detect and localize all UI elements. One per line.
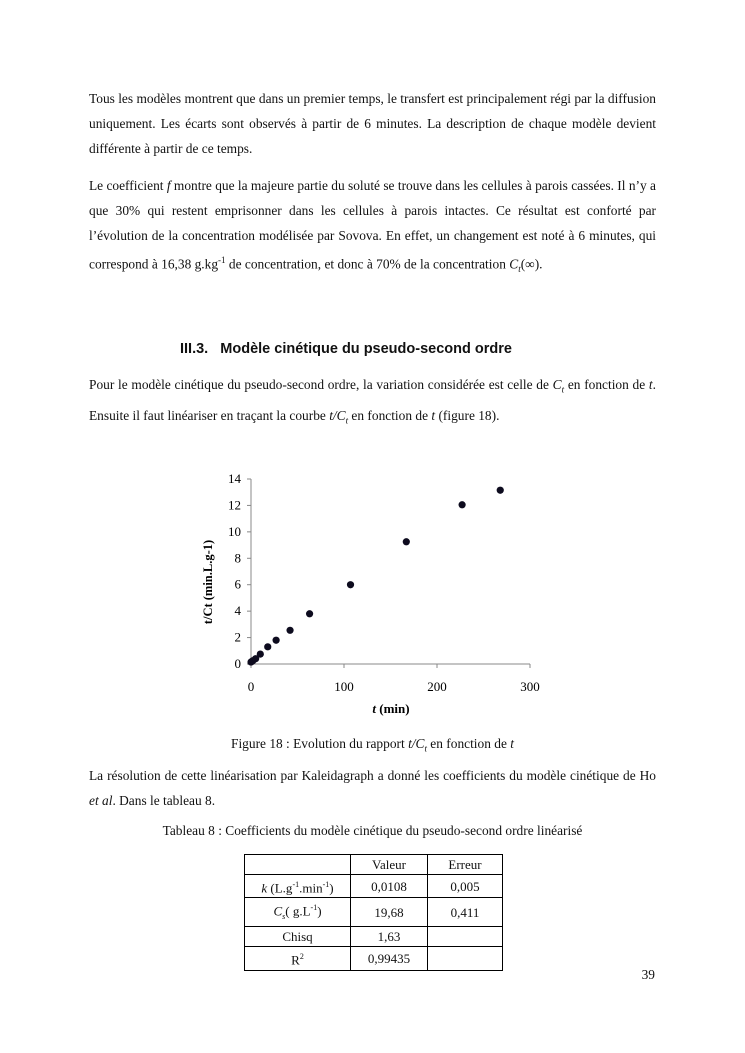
data-point <box>273 637 280 644</box>
x-axis-label: t (min) <box>372 701 410 716</box>
data-point <box>286 627 293 634</box>
paragraph-4: La résolution de cette linéarisation par Kaleidagraph a donné les coefficients du modèle cinétique de Ho et al. Dans le tableau 8. <box>89 768 656 808</box>
x-tick-label: 300 <box>520 679 540 694</box>
data-point <box>252 655 259 662</box>
figure-caption: Figure 18 : Evolution du rapport $t/C_t$ en fonction de t <box>231 736 514 754</box>
x-tick-label: 0 <box>247 679 255 694</box>
y-tick-label: 0 <box>234 656 241 671</box>
table-row: $C_s$( $g.L^{-1}$) 19,68 0,411 <box>245 898 503 927</box>
paragraph-3: Pour le modèle cinétique du pseudo-second ordre, la variation considérée est celle de $C_t$ en fonction de t. Ensuite il faut linéariser en traçant la courbe $t/C_t$ en fonction de t (figure 18). <box>89 377 656 426</box>
paragraph-1: Tous les modèles montrent que dans un premier temps, le transfert est principalement régi par la diffusion uniquement. Les écarts sont observés à partir de 6 minutes. La description de chaque modèle devient différente à partir de ce temps. <box>89 91 656 156</box>
data-point <box>249 657 256 664</box>
table-row: k $(L.g^{-1}.\min^{-1})$ 0,0108 0,005 <box>245 875 503 898</box>
y-tick-label: 8 <box>234 550 241 566</box>
section-heading: III.3. Modèle cinétique du pseudo-second ordre <box>180 341 512 357</box>
y-tick-label: 6 <box>234 576 241 592</box>
y-axis-label: t/Ct (min.L.g-1) <box>201 539 215 625</box>
y-tick-label: 2 <box>234 629 241 645</box>
data-point <box>264 643 271 650</box>
y-tick-label: 14 <box>228 471 241 486</box>
data-point <box>347 581 354 588</box>
data-point <box>459 501 466 508</box>
data-point <box>497 487 504 494</box>
coefficients-table <box>244 854 503 971</box>
table-header-row: Valeur Erreur <box>245 855 503 875</box>
y-tick-label: 4 <box>234 603 241 619</box>
data-point <box>403 538 410 545</box>
paragraph-2: Le coefficient f montre que la majeure partie du soluté se trouve dans les cellules à parois cassées. Il n’y a que 30% qui restent emprisonner dans les cellules à parois intactes. Ce résultat est conforté par l’évolution de la concentration modélisée par Sovova. En effet, un changement est noté à 6 minutes, qui correspond à 16,38 $g.kg^{-1}$ de concentration, et donc à 70% de la concentration $C_t(\infty)$. <box>89 178 656 275</box>
data-point <box>247 658 254 665</box>
data-point <box>257 650 264 657</box>
data-point <box>306 610 313 617</box>
table-row: $R^2$ 0,99435 <box>245 947 503 970</box>
y-tick-label: 10 <box>228 523 241 539</box>
y-tick-label: 12 <box>228 497 241 513</box>
x-tick-label: 200 <box>427 679 447 694</box>
table-caption: Tableau 8 : Coefficients du modèle cinétique du pseudo-second ordre linéarisé <box>162 823 583 838</box>
table-row: Chisq 1,63 <box>245 927 503 947</box>
page-number: 39 <box>641 967 655 982</box>
x-tick-label: 100 <box>334 679 354 694</box>
